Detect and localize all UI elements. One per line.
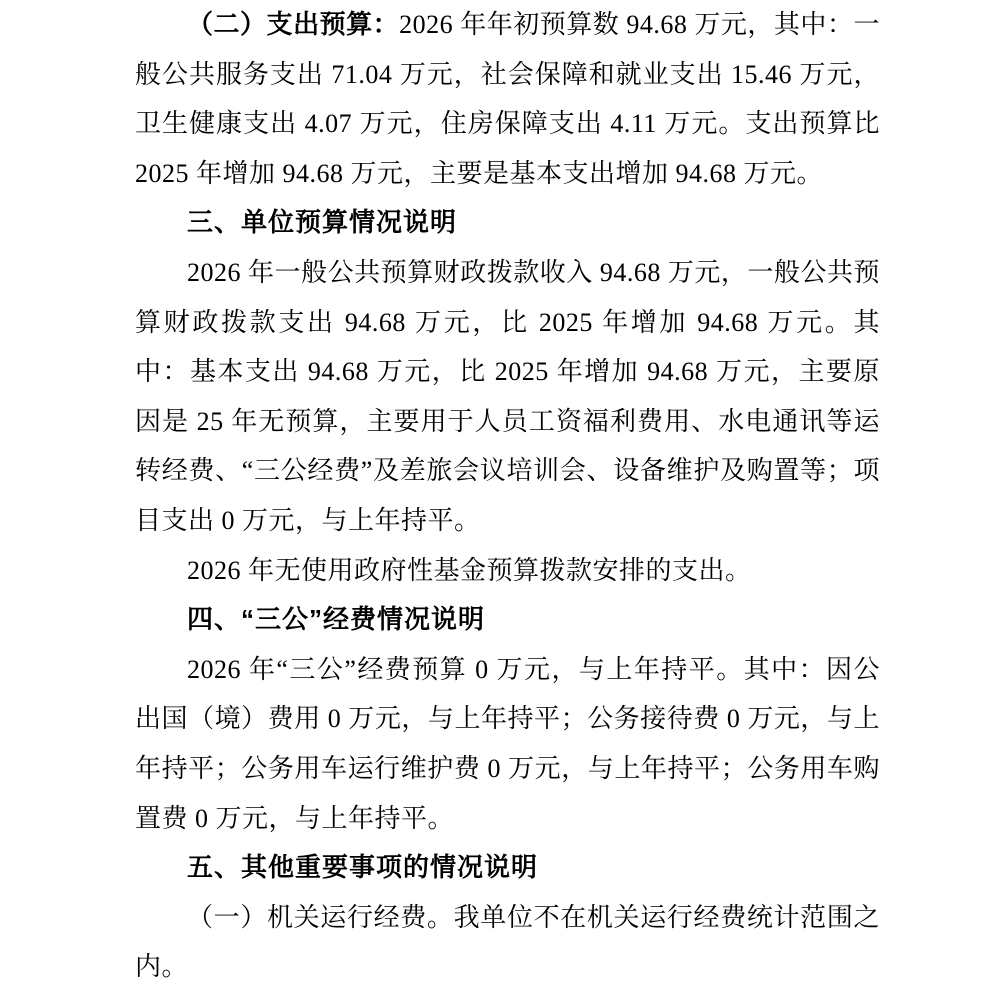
paragraph-text: 2026 年年初预算数 94.68 万元，其中：一般公共服务支出 71.04 万元，社会保障和就业支出 15.46 万元，卫生健康支出 4.07 万元，住房保障支出 4.11 万元。支出预算比 2025 年增加 94.68 万元，主要是基本支出增加 94.68 万元。 bbox=[135, 10, 880, 188]
paragraph: （一）机关运行经费。我单位不在机关运行经费统计范围之内。 bbox=[135, 902, 880, 982]
paragraph-lead: （二）支出预算： bbox=[187, 10, 400, 39]
paragraph: 2026 年无使用政府性基金预算拨款安排的支出。 bbox=[187, 555, 752, 585]
section-heading: 五、其他重要事项的情况说明 bbox=[187, 852, 539, 883]
document-text-block bbox=[135, 0, 880, 992]
paragraph bbox=[135, 0, 880, 198]
paragraph: 2026 年一般公共预算财政拨款收入 94.68 万元，一般公共预算财政拨款支出 94.68 万元，比 2025 年增加 94.68 万元。其中：基本支出 94.68 万元，比 2025 年增加 94.68 万元，主要原因是 25 年无预算，主要用于人员工资福利费用、水电通讯等运转经费、“三公经费”及差旅会议培训会、设备维护及购置等；项目支出 0 万元，与上年持平。 bbox=[135, 257, 880, 535]
section-heading: 四、“三公”经费情况说明 bbox=[187, 604, 486, 635]
paragraph: 2026 年“三公”经费预算 0 万元，与上年持平。其中：因公出国（境）费用 0 万元，与上年持平；公务接待费 0 万元，与上年持平；公务用车运行维护费 0 万元，与上年持平；公务用车购置费 0 万元，与上年持平。 bbox=[135, 654, 880, 833]
section-heading: 三、单位预算情况说明 bbox=[187, 207, 458, 238]
